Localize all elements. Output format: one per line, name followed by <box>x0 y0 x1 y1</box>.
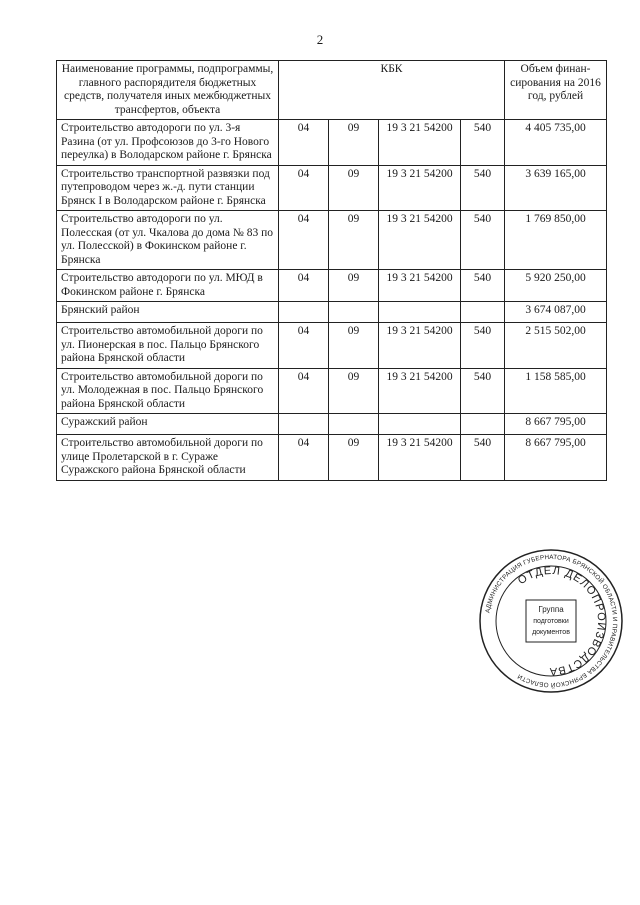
object-name: Строительство транспортной развязки под путепроводом через ж.-д. пути станции Брянск I в Володарском районе г. Брянска <box>57 165 279 211</box>
table-row <box>57 211 607 270</box>
empty-cell <box>379 302 461 323</box>
subsection-code: 09 <box>329 165 379 211</box>
empty-cell <box>379 414 461 435</box>
header-name: Наименование программы, подпрограммы, главного распорядителя бюджетных средств, получателя иных межбюджетных трансфертов, объекта <box>57 61 279 120</box>
funding-amount: 5 920 250,00 <box>505 270 607 302</box>
target-article-code: 19 3 21 54200 <box>379 120 461 166</box>
table-header-row <box>57 61 607 120</box>
header-amount: Объем финан-сирования на 2016 год, рублей <box>505 61 607 120</box>
expense-type-code: 540 <box>461 435 505 481</box>
expense-type-code: 540 <box>461 270 505 302</box>
empty-cell <box>279 302 329 323</box>
district-name: Брянский район <box>57 302 279 323</box>
object-name: Строительство автомобильной дороги по ул. Молодежная в пос. Пальцо Брянского района Брянской области <box>57 368 279 414</box>
district-row <box>57 414 607 435</box>
empty-cell <box>329 414 379 435</box>
page-number: 2 <box>316 32 324 47</box>
table-row <box>57 368 607 414</box>
section-code: 04 <box>279 323 329 369</box>
table-row <box>57 435 607 481</box>
empty-cell <box>279 414 329 435</box>
table-row <box>57 270 607 302</box>
section-code: 04 <box>279 120 329 166</box>
empty-cell <box>329 302 379 323</box>
budget-table <box>56 60 607 481</box>
target-article-code: 19 3 21 54200 <box>379 435 461 481</box>
funding-amount: 3 674 087,00 <box>505 302 607 323</box>
subsection-code: 09 <box>329 270 379 302</box>
section-code: 04 <box>279 435 329 481</box>
funding-amount: 8 667 795,00 <box>505 414 607 435</box>
district-name: Суражский район <box>57 414 279 435</box>
target-article-code: 19 3 21 54200 <box>379 270 461 302</box>
object-name: Строительство автомобильной дороги по ул. Пионерская в пос. Пальцо Брянского района Брянской области <box>57 323 279 369</box>
funding-amount: 8 667 795,00 <box>505 435 607 481</box>
stamp-center-line3: документов <box>532 629 570 636</box>
table-row <box>57 323 607 369</box>
subsection-code: 09 <box>329 120 379 166</box>
expense-type-code: 540 <box>461 120 505 166</box>
table-row <box>57 120 607 166</box>
table-row <box>57 165 607 211</box>
target-article-code: 19 3 21 54200 <box>379 368 461 414</box>
subsection-code: 09 <box>329 368 379 414</box>
stamp-middle-text: ОТДЕЛ ДЕЛОПРОИЗВОДСТВА <box>515 564 608 678</box>
header-kbk: КБК <box>279 61 505 120</box>
stamp-center-line2: подготовки <box>533 618 569 625</box>
expense-type-code: 540 <box>461 323 505 369</box>
funding-amount: 1 769 850,00 <box>505 211 607 270</box>
district-row <box>57 302 607 323</box>
stamp-center-line1: Группа <box>538 605 564 614</box>
funding-amount: 3 639 165,00 <box>505 165 607 211</box>
target-article-code: 19 3 21 54200 <box>379 211 461 270</box>
subsection-code: 09 <box>329 211 379 270</box>
expense-type-code: 540 <box>461 368 505 414</box>
subsection-code: 09 <box>329 323 379 369</box>
expense-type-code: 540 <box>461 165 505 211</box>
empty-cell <box>461 414 505 435</box>
section-code: 04 <box>279 270 329 302</box>
object-name: Строительство автодороги по ул. Полесская (от ул. Чкалова до дома № 83 по ул. Полесской) в Фокинском районе г. Брянска <box>57 211 279 270</box>
empty-cell <box>461 302 505 323</box>
target-article-code: 19 3 21 54200 <box>379 323 461 369</box>
target-article-code: 19 3 21 54200 <box>379 165 461 211</box>
expense-type-code: 540 <box>461 211 505 270</box>
stamp-outer-text: АДМИНИСТРАЦИЯ ГУБЕРНАТОРА БРЯНСКОЙ ОБЛАСТИ И ПРАВИТЕЛЬСТВА БРЯНСКОЙ ОБЛАСТИ <box>484 553 619 689</box>
table-body <box>57 120 607 481</box>
funding-amount: 4 405 735,00 <box>505 120 607 166</box>
funding-amount: 1 158 585,00 <box>505 368 607 414</box>
section-code: 04 <box>279 368 329 414</box>
object-name: Строительство автомобильной дороги по улице Пролетарской в г. Сураже Суражского района Брянской области <box>57 435 279 481</box>
section-code: 04 <box>279 165 329 211</box>
object-name: Строительство автодороги по ул. 3-я Разина (от ул. Профсоюзов до 3-го Нового переулка) в Володарском районе г. Брянска <box>57 120 279 166</box>
object-name: Строительство автодороги по ул. МЮД в Фокинском районе г. Брянска <box>57 270 279 302</box>
funding-amount: 2 515 502,00 <box>505 323 607 369</box>
office-stamp <box>478 548 624 694</box>
section-code: 04 <box>279 211 329 270</box>
subsection-code: 09 <box>329 435 379 481</box>
